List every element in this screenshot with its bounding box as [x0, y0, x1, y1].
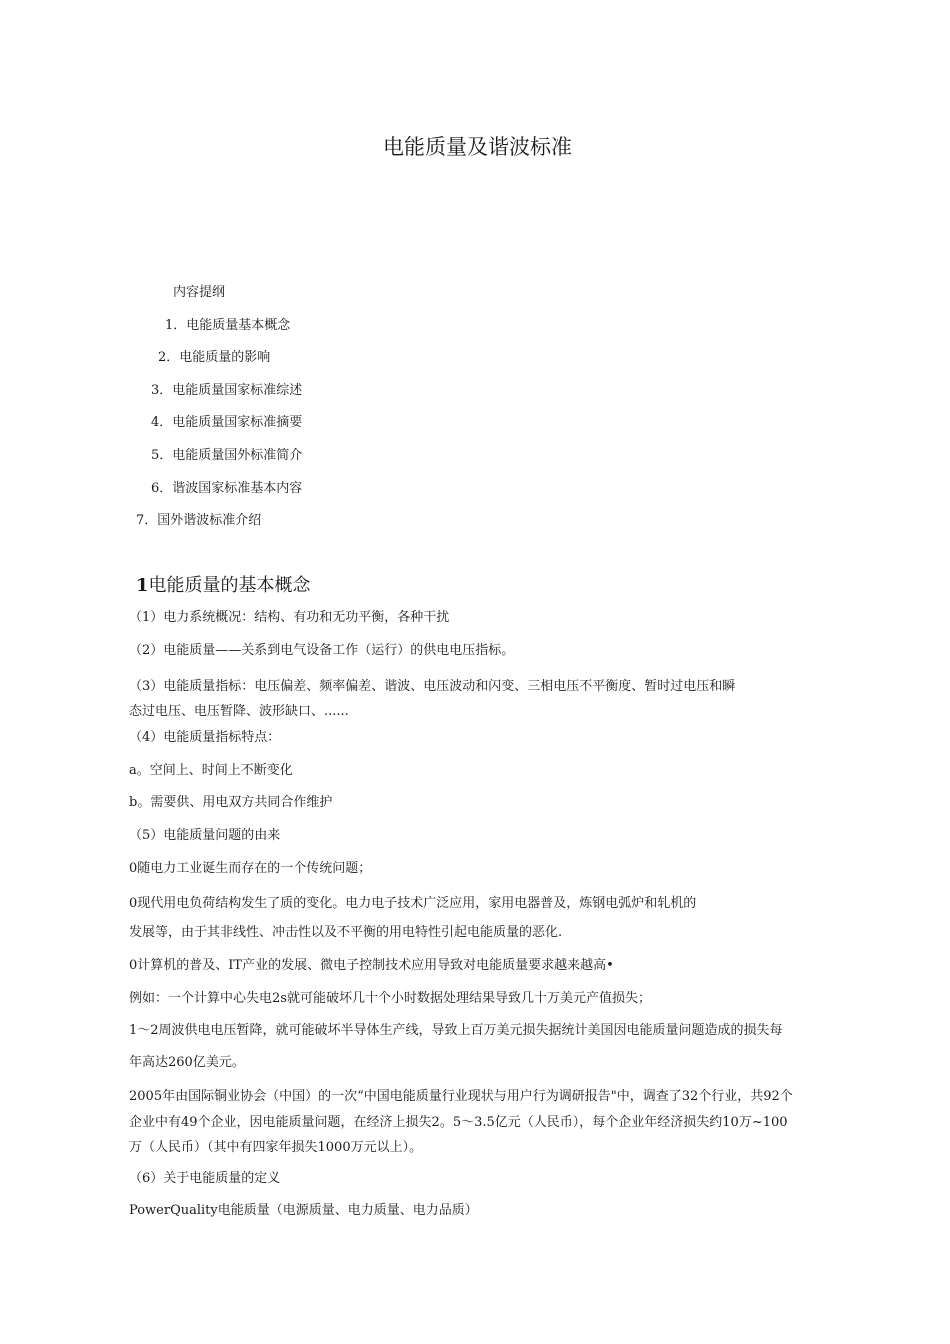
paragraph-line: 例如：一个计算中心失电2s就可能破坏几十个小时数据处理结果导致几十万美元产值损失； — [129, 991, 651, 1006]
toc-item: 7．国外谐波标准介绍 — [136, 513, 262, 528]
toc-item: 1．电能质量基本概念 — [165, 318, 291, 333]
paragraph-line: PowerQuality电能质量（电源质量、电力质量、电力品质） — [129, 1203, 478, 1218]
toc-item: 3．电能质量国家标准综述 — [151, 383, 303, 398]
paragraph-line: （6）关于电能质量的定义 — [129, 1171, 281, 1186]
toc-item: 4．电能质量国家标准摘要 — [151, 415, 303, 430]
toc-heading: 内容提纲 — [173, 285, 226, 300]
paragraph-line: 万（人民币）（其中有四家年损失1000万元以上）。 — [129, 1140, 423, 1155]
section-title: 电能质量的基本概念 — [148, 575, 311, 596]
toc-item: 6．谐波国家标准基本内容 — [151, 481, 303, 496]
paragraph-line: 态过电压、电压暂降、波形缺口、...... — [129, 704, 349, 719]
section-heading — [136, 574, 311, 598]
toc-item: 2．电能质量的影响 — [158, 350, 271, 365]
paragraph-line: a。空间上、时间上不断变化 — [129, 763, 293, 778]
toc-item: 5．电能质量国外标准简介 — [151, 448, 303, 463]
paragraph-line: 0现代用电负荷结构发生了质的变化。电力电子技术广泛应用，家用电器普及，炼钢电弧炉和轧机的 — [129, 896, 697, 911]
paragraph-line: 0随电力工业诞生而存在的一个传统问题； — [129, 861, 372, 876]
paragraph-line: （2）电能质量——关系到电气设备工作（运行）的供电电压指标。 — [129, 643, 515, 658]
paragraph-line: 1～2周波供电电压暂降，就可能破坏半导体生产线，导致上百万美元损失据统计美国因电能质量问题造成的损失每 — [129, 1023, 783, 1038]
paragraph-line: b。需要供、用电双方共同合作维护 — [129, 795, 333, 810]
section-number: 1 — [136, 575, 149, 596]
paragraph-line: （5）电能质量问题的由来 — [129, 828, 281, 843]
paragraph-line: （1）电力系统概况：结构、有功和无功平衡，各种干扰 — [129, 610, 450, 625]
paragraph-line: （3）电能质量指标：电压偏差、频率偏差、谐波、电压波动和闪变、三相电压不平衡度、暂时过电压和瞬 — [129, 679, 736, 694]
document-title: 电能质量及谐波标准 — [383, 135, 572, 159]
paragraph-line: 企业中有49个企业，因电能质量问题，在经济上损失2。5～3.5亿元（人民币），每个企业年经济损失约10万~100 — [129, 1115, 788, 1130]
paragraph-line: （4）电能质量指标特点： — [129, 730, 281, 745]
paragraph-line: 年高达260亿美元。 — [129, 1055, 245, 1070]
paragraph-line: 2005年由国际铜业协会（中国）的一次“中国电能质量行业现状与用户行为调研报告"中，调查了32个行业，共92个 — [129, 1089, 793, 1104]
paragraph-line: 0计算机的普及、IT产业的发展、微电子控制技术应用导致对电能质量要求越来越高• — [129, 958, 614, 973]
paragraph-line: 发展等，由于其非线性、冲击性以及不平衡的用电特性引起电能质量的恶化. — [129, 925, 563, 940]
